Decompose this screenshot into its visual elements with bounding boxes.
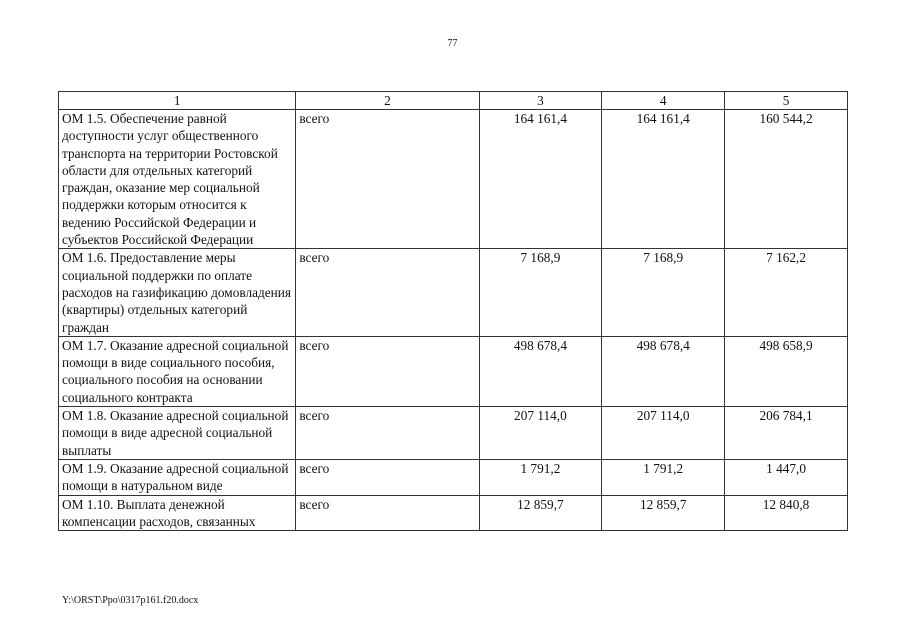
row-value-4: 7 168,9 [602,249,725,336]
row-value-5: 12 840,8 [725,495,848,531]
row-type-cell: всего [296,407,479,460]
row-value-4: 1 791,2 [602,459,725,495]
header-cell-5: 5 [725,92,848,110]
table-row [59,495,848,531]
row-name-cell: ОМ 1.9. Оказание адресной социальной помощи в натуральном виде [59,459,296,495]
budget-table [58,91,848,531]
row-value-3: 12 859,7 [479,495,602,531]
row-value-4: 12 859,7 [602,495,725,531]
row-type-cell: всего [296,336,479,406]
row-type-cell: всего [296,249,479,336]
row-value-3: 498 678,4 [479,336,602,406]
table-row [59,407,848,460]
row-value-5: 160 544,2 [725,110,848,249]
row-value-5: 1 447,0 [725,459,848,495]
header-cell-4: 4 [602,92,725,110]
row-name-cell: ОМ 1.8. Оказание адресной социальной помощи в виде адресной социальной выплаты [59,407,296,460]
row-value-5: 206 784,1 [725,407,848,460]
table-row [59,459,848,495]
row-value-3: 7 168,9 [479,249,602,336]
row-type-cell: всего [296,495,479,531]
row-value-3: 1 791,2 [479,459,602,495]
row-name-cell: ОМ 1.10. Выплата денежной компенсации расходов, связанных [59,495,296,531]
row-value-3: 164 161,4 [479,110,602,249]
page-number: 77 [447,38,458,49]
table-row [59,110,848,249]
row-value-4: 498 678,4 [602,336,725,406]
header-cell-2: 2 [296,92,479,110]
row-value-4: 207 114,0 [602,407,725,460]
row-name-cell: ОМ 1.6. Предоставление меры социальной поддержки по оплате расходов на газификацию домовладения (квартиры) отдельных категорий граждан [59,249,296,336]
footer-file-path: Y:\ORST\Ppo\0317p161.f20.docx [62,595,199,606]
row-value-4: 164 161,4 [602,110,725,249]
row-value-5: 7 162,2 [725,249,848,336]
header-cell-3: 3 [479,92,602,110]
row-value-5: 498 658,9 [725,336,848,406]
row-name-cell: ОМ 1.7. Оказание адресной социальной помощи в виде социального пособия, социального пособия на основании социального контракта [59,336,296,406]
row-type-cell: всего [296,459,479,495]
row-value-3: 207 114,0 [479,407,602,460]
table-row [59,336,848,406]
row-type-cell: всего [296,110,479,249]
row-name-cell: ОМ 1.5. Обеспечение равной доступности услуг общественного транспорта на территории Ростовской области для отдельных категорий граждан, оказание мер социальной поддержки которым относится к ведению Российской Федерации и субъектов Российской Федерации [59,110,296,249]
table-row [59,249,848,336]
table-header-row [59,92,848,110]
header-cell-1: 1 [59,92,296,110]
